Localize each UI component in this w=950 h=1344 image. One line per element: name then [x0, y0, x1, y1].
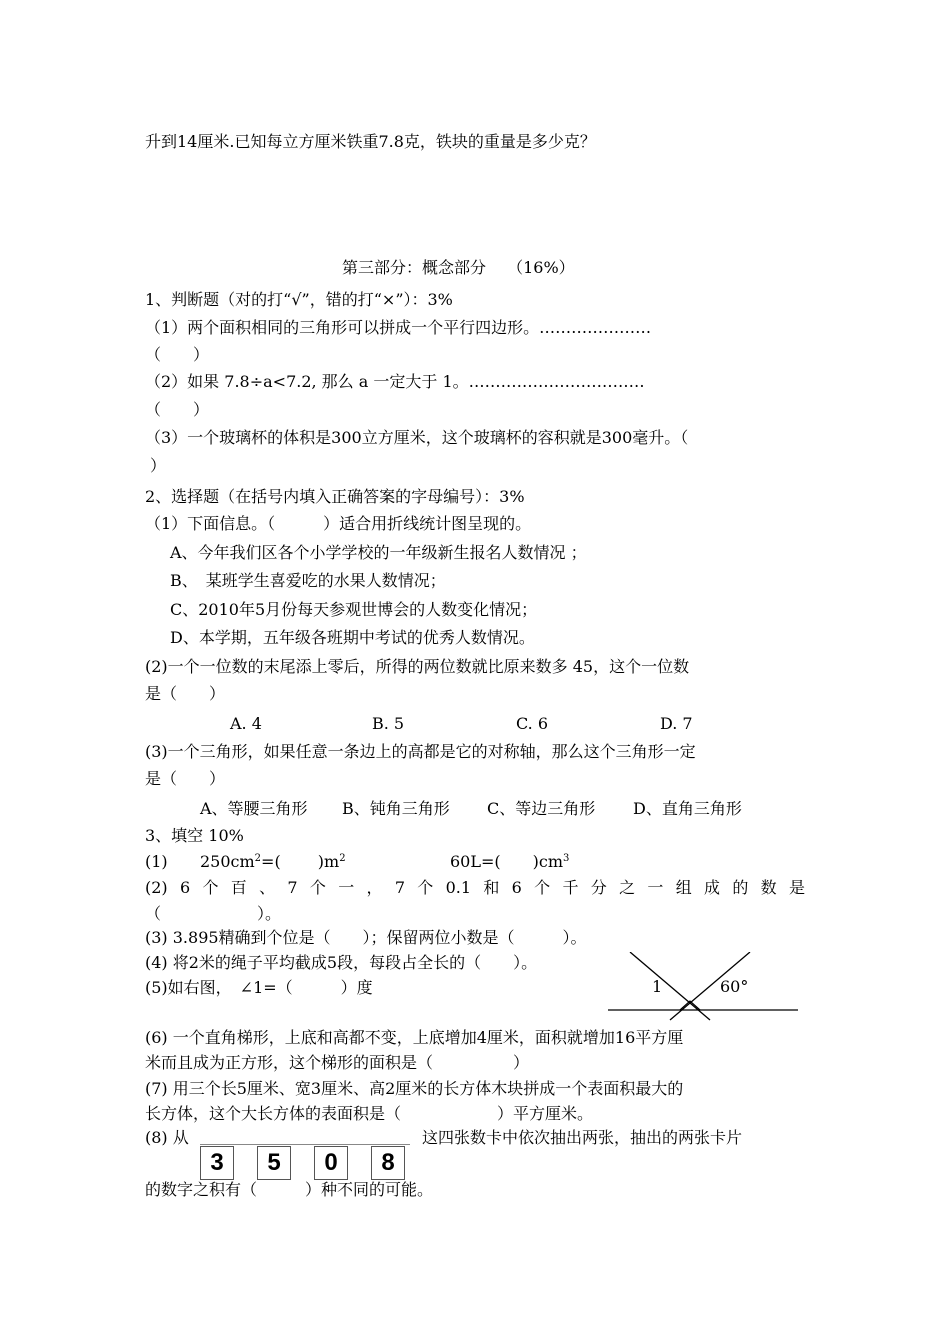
choice-q1-option-b: B、 某班学生喜爱吃的水果人数情况；: [170, 571, 446, 590]
choice-q1: （1）下面信息。（ ）适合用折线统计图呈现的。: [145, 514, 532, 533]
choice-q1-option-a: A、今年我们区各个小学学校的一年级新生报名人数情况 ；: [170, 543, 587, 562]
fill-heading: 3、填空 10%: [145, 826, 244, 845]
fill-q2: (2) 6 个 百 、 7 个 一 ， 7 个 0.1 和 6 个 千 分 之 一 组 成 的 数 是: [145, 878, 805, 897]
choice-q2-option-b: B. 5: [372, 714, 405, 733]
fill-q4: (4) 将2米的绳子平均截成5段，每段占全长的（ ）。: [145, 953, 538, 972]
fill-q6: (6) 一个直角梯形，上底和高都不变，上底增加4厘米，面积就增加16平方厘: [145, 1028, 684, 1047]
choice-heading: 2、选择题（在括号内填入正确答案的字母编号）：3%: [145, 487, 525, 506]
fill-q1-part-a: $250cm^2=$( )$m^2$: [200, 852, 346, 871]
fill-q8-post: 这四张数卡中依次抽出两张，抽出的两张卡片: [422, 1128, 743, 1147]
fill-q1-part-b: 60L=( )$cm^3$: [450, 852, 570, 871]
angle1-label: 1: [652, 977, 663, 996]
choice-q2-option-d: D. 7: [660, 714, 693, 733]
fill-q3: (3) 3.895精确到个位是（ ）；保留两位小数是（ ）。: [145, 928, 587, 947]
choice-q3-option-c: C、等边三角形: [487, 799, 596, 818]
fill-q5: (5)如右图， ∠1=（ ）度: [145, 978, 373, 997]
fill-q8-cont: 的数字之积有（ ）种不同的可能。: [145, 1180, 434, 1199]
choice-q2-option-c: C. 6: [516, 714, 549, 733]
card-strip-rule: [200, 1144, 410, 1145]
fill-q2-cont: （ ）。: [145, 904, 282, 923]
fill-q7-cont: 长方体，这个大长方体的表面积是（ ）平方厘米。: [145, 1104, 594, 1123]
fill-q1-num: (1): [145, 852, 168, 871]
choice-q2-cont: 是（ ）: [145, 684, 226, 703]
number-card-5: 5: [257, 1146, 291, 1180]
fill-q8-pre: (8) 从: [145, 1128, 189, 1147]
judge-q3-paren: ）: [150, 456, 167, 475]
choice-q3-option-b: B、钝角三角形: [342, 799, 450, 818]
judge-q2-paren: （ ）: [145, 400, 210, 419]
judge-q2: （2）如果 7.8÷a<7.2, 那么 a 一定大于 1。……………………………: [145, 372, 645, 391]
section-title: 第三部分：概念部分 （16%）: [342, 258, 575, 277]
choice-q2: (2)一个一位数的末尾添上零后，所得的两位数就比原来数多 45，这个一位数: [145, 657, 690, 676]
fill-q7: (7) 用三个长5厘米、宽3厘米、高2厘米的长方体木块拼成一个表面积最大的: [145, 1079, 684, 1098]
intro-line: 升到14厘米.已知每立方厘米铁重7.8克，铁块的重量是多少克？: [145, 132, 596, 151]
judge-q1-paren: （ ）: [145, 345, 210, 364]
fill-q6-cont: 米而且成为正方形，这个梯形的面积是（ ）: [145, 1053, 530, 1072]
choice-q3: (3)一个三角形，如果任意一条边上的高都是它的对称轴，那么这个三角形一定: [145, 742, 696, 761]
choice-q3-option-d: D、直角三角形: [633, 799, 742, 818]
judge-q3: （3）一个玻璃杯的体积是300立方厘米，这个玻璃杯的容积就是300毫升。（: [145, 428, 689, 447]
number-card-3: 3: [200, 1146, 234, 1180]
number-card-8: 8: [371, 1146, 405, 1180]
choice-q3-option-a: A、等腰三角形: [200, 799, 308, 818]
choice-q2-option-a: A. 4: [230, 714, 262, 733]
choice-q1-option-d: D、本学期，五年级各班期中考试的优秀人数情况。: [170, 628, 535, 647]
choice-q1-option-c: C、2010年5月份每天参观世博会的人数变化情况；: [170, 600, 538, 619]
angle-figure: [600, 952, 800, 1022]
judge-q1: （1）两个面积相同的三角形可以拼成一个平行四边形。…………………: [145, 318, 652, 337]
judge-heading: 1、判断题（对的打“√”，错的打“×”）：3%: [145, 290, 453, 309]
choice-q3-cont: 是（ ）: [145, 769, 226, 788]
number-card-0: 0: [314, 1146, 348, 1180]
angle-60-label: 60°: [720, 977, 749, 996]
